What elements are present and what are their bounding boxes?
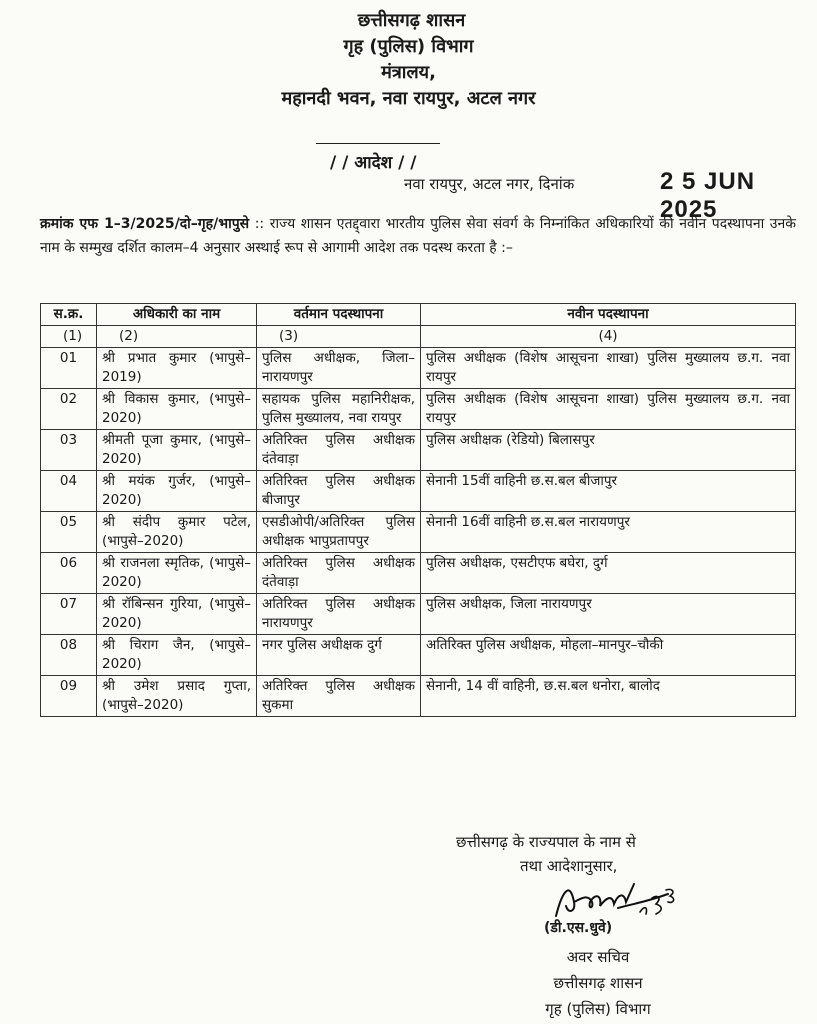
postings-table xyxy=(40,303,796,717)
current-posting: अतिरिक्त पुलिस अधीक्षक दंतेवाड़ा xyxy=(257,430,421,471)
officer-name: श्रीमती पूजा कुमार, (भापुसे–2020) xyxy=(97,430,257,471)
officer-name: श्री राजनला स्मृतिक, (भापुसे–2020) xyxy=(97,553,257,594)
new-posting: सेनानी, 14 वीं वाहिनी, छ.स.बल धनोरा, बालोद xyxy=(421,676,796,717)
new-posting: अतिरिक्त पुलिस अधीक्षक, मोहला–मानपुर–चौकी xyxy=(421,635,796,676)
new-posting: सेनानी 15वीं वाहिनी छ.स.बल बीजापुर xyxy=(421,471,796,512)
col-number: (2) xyxy=(97,326,257,348)
col-header-current: वर्तमान पदस्थापना xyxy=(257,304,421,326)
authority-line2: तथा आदेशानुसार, xyxy=(520,857,618,875)
officer-name: श्री उमेश प्रसाद गुप्ता, (भापुसे–2020) xyxy=(97,676,257,717)
col-header-new: नवीन पदस्थापना xyxy=(421,304,796,326)
document-header xyxy=(0,8,817,112)
serial-number: 05 xyxy=(41,512,97,553)
table-row xyxy=(41,553,796,594)
officer-name: श्री प्रभात कुमार (भापुसे–2019) xyxy=(97,348,257,389)
col-header-sn: स.क्र. xyxy=(41,304,97,326)
table-row xyxy=(41,430,796,471)
current-posting: अतिरिक्त पुलिस अधीक्षक नारायणपुर xyxy=(257,594,421,635)
col-number: (1) xyxy=(41,326,97,348)
col-number: (3) xyxy=(257,326,421,348)
header-address: महानदी भवन, नवा रायपुर, अटल नगर xyxy=(281,88,536,109)
column-number-row xyxy=(41,326,796,348)
date-stamp: 2 5 JUN 2025 xyxy=(660,168,756,223)
header-ministry: मंत्रालय, xyxy=(381,62,436,83)
serial-number: 01 xyxy=(41,348,97,389)
serial-number: 04 xyxy=(41,471,97,512)
table-row xyxy=(41,676,796,717)
col-header-officer: अधिकारी का नाम xyxy=(97,304,257,326)
officer-name: श्री संदीप कुमार पटेल, (भापुसे–2020) xyxy=(97,512,257,553)
order-paragraph xyxy=(40,212,796,260)
current-posting: सहायक पुलिस महानिरीक्षक, पुलिस मुख्यालय, नवा रायपुर xyxy=(257,389,421,430)
order-title: / / आदेश / / xyxy=(330,153,417,173)
serial-number: 07 xyxy=(41,594,97,635)
new-posting: पुलिस अधीक्षक (रेडियो) बिलासपुर xyxy=(421,430,796,471)
designation-department: गृह (पुलिस) विभाग xyxy=(545,1000,651,1018)
new-posting: पुलिस अधीक्षक, एसटीएफ बघेरा, दुर्ग xyxy=(421,553,796,594)
order-reference: क्रमांक एफ 1–3/2025/दो–गृह/भापुसे xyxy=(40,216,250,232)
header-department: गृह (पुलिस) विभाग xyxy=(343,36,474,57)
table-row xyxy=(41,635,796,676)
current-posting: पुलिस अधीक्षक, जिला–नारायणपुर xyxy=(257,348,421,389)
designation: अवर सचिव xyxy=(566,948,630,966)
table-row xyxy=(41,348,796,389)
header-government: छत्तीसगढ़ शासन xyxy=(357,10,466,31)
officer-name: श्री रॉबिन्सन गुरिया, (भापुसे–2020) xyxy=(97,594,257,635)
current-posting: एसडीओपी/अतिरिक्त पुलिस अधीक्षक भापुप्रतापपुर xyxy=(257,512,421,553)
authority-block xyxy=(440,830,770,878)
table-row xyxy=(41,389,796,430)
signer-designation-block xyxy=(534,944,662,1022)
officer-name: श्री विकास कुमार, (भापुसे– 2020) xyxy=(97,389,257,430)
authority-line1: छत्तीसगढ़ के राज्यपाल के नाम से xyxy=(456,833,636,851)
place-date: नवा रायपुर, अटल नगर, दिनांक xyxy=(404,175,575,193)
serial-number: 06 xyxy=(41,553,97,594)
table-row xyxy=(41,471,796,512)
new-posting: पुलिस अधीक्षक (विशेष आसूचना शाखा) पुलिस मुख्यालय छ.ग. नवा रायपुर xyxy=(421,348,796,389)
new-posting: सेनानी 16वीं वाहिनी छ.स.बल नारायणपुर xyxy=(421,512,796,553)
current-posting: अतिरिक्त पुलिस अधीक्षक दंतेवाड़ा xyxy=(257,553,421,594)
new-posting: पुलिस अधीक्षक, जिला नारायणपुर xyxy=(421,594,796,635)
signer-name: (डी.एस.धुवे) xyxy=(544,920,613,936)
current-posting: अतिरिक्त पुलिस अधीक्षक सुकमा xyxy=(257,676,421,717)
new-posting: पुलिस अधीक्षक (विशेष आसूचना शाखा) पुलिस मुख्यालय छ.ग. नवा रायपुर xyxy=(421,389,796,430)
header-rule xyxy=(316,143,440,144)
serial-number: 08 xyxy=(41,635,97,676)
serial-number: 09 xyxy=(41,676,97,717)
table-row xyxy=(41,512,796,553)
col-number: (4) xyxy=(421,326,796,348)
current-posting: नगर पुलिस अधीक्षक दुर्ग xyxy=(257,635,421,676)
officer-name: श्री चिराग जैन, (भापुसे– 2020) xyxy=(97,635,257,676)
order-text: :: राज्य शासन एतद्द्वारा भारतीय पुलिस सेवा संवर्ग के निम्नांकित अधिकारियों की नवीन पदस्थापना उनके नाम के सम्मुख दर्शित कालम–4 अनुसार अस्थाई रूप से आगामी आदेश तक पदस्थ करता है :– xyxy=(40,216,796,256)
officer-name: श्री मयंक गुर्जर, (भापुसे– 2020) xyxy=(97,471,257,512)
current-posting: अतिरिक्त पुलिस अधीक्षक बीजापुर xyxy=(257,471,421,512)
table-header-row xyxy=(41,304,796,326)
table-row xyxy=(41,594,796,635)
designation-government: छत्तीसगढ़ शासन xyxy=(553,974,643,992)
serial-number: 03 xyxy=(41,430,97,471)
serial-number: 02 xyxy=(41,389,97,430)
